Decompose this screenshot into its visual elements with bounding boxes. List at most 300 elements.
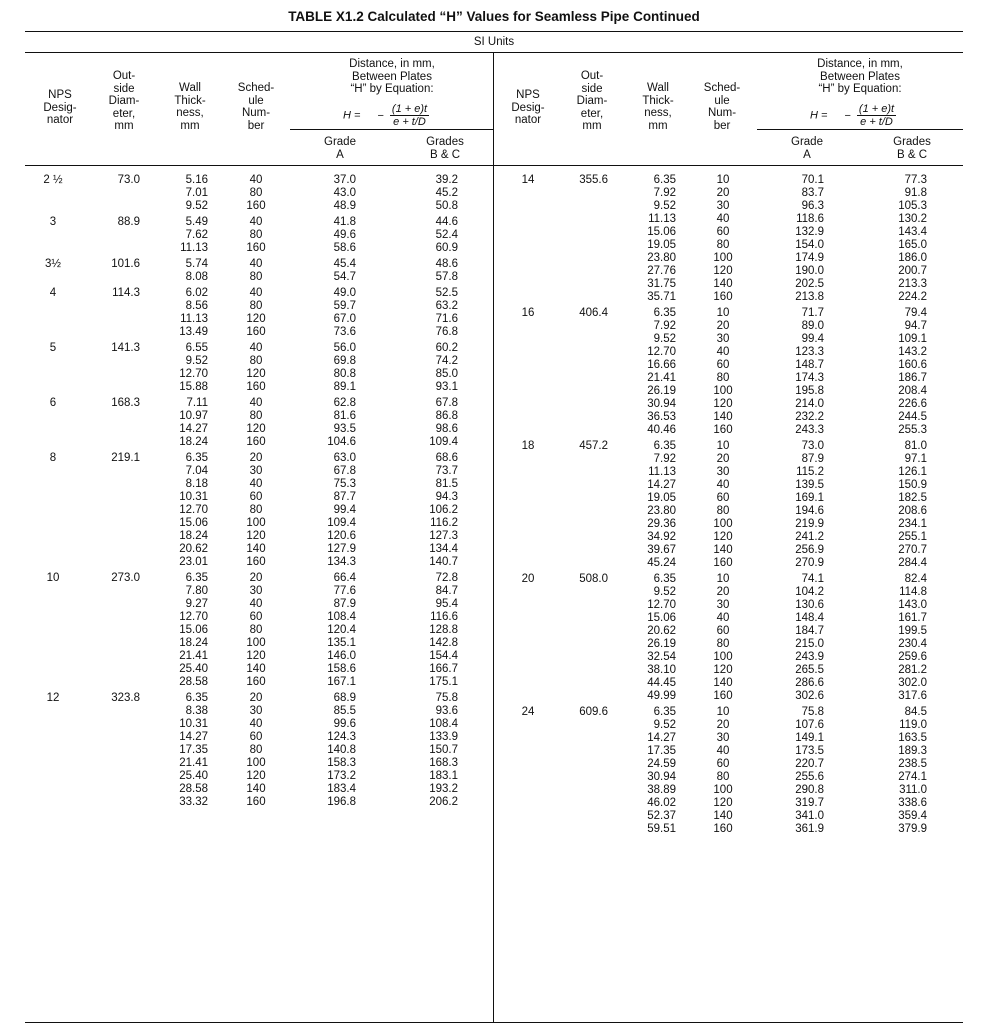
- header-schedule-line: Num-: [707, 107, 737, 120]
- wall-cell: 6.35: [185, 692, 208, 704]
- wall-cell: 20.62: [647, 625, 676, 637]
- schedule-cell: 120: [246, 423, 266, 435]
- equation-minus: −: [844, 109, 851, 122]
- wall-cell: 6.35: [653, 174, 676, 186]
- schedule-cell: 100: [246, 757, 266, 769]
- grade-a-cell: 158.3: [327, 757, 356, 769]
- schedule-cell: 140: [713, 677, 733, 689]
- bottom-rule: [25, 1022, 963, 1023]
- wall-cell: 45.24: [647, 557, 676, 569]
- schedule-cell: 160: [246, 796, 266, 808]
- header-wall-line: Wall: [647, 82, 669, 94]
- grades-bc-cell: 75.8: [435, 692, 458, 704]
- grade-a-cell: 148.7: [795, 359, 824, 371]
- schedule-cell: 30: [716, 599, 730, 611]
- table-row: [0, 664, 988, 677]
- grades-bc-cell: 105.3: [898, 200, 927, 212]
- schedule-cell: 10: [716, 706, 730, 718]
- grades-bc-cell: 165.0: [898, 239, 927, 251]
- grades-bc-cell: 116.2: [430, 517, 458, 529]
- wall-cell: 9.52: [185, 200, 208, 212]
- table-row: [0, 599, 988, 612]
- header-distance-line: Between Plates: [352, 70, 432, 83]
- grade-a-cell: 89.1: [333, 381, 356, 393]
- wall-cell: 18.24: [179, 436, 208, 448]
- header-distance: [767, 58, 953, 96]
- header-distance: [300, 58, 484, 96]
- wall-cell: 11.13: [648, 466, 676, 478]
- grades-bc-cell: 186.0: [898, 252, 927, 264]
- schedule-cell: 40: [716, 612, 730, 624]
- schedule-cell: 40: [249, 174, 263, 186]
- grade-a-cell: 77.6: [333, 585, 356, 597]
- grades-bc-cell: 81.0: [904, 440, 927, 452]
- od-cell: 219.1: [111, 452, 140, 464]
- header-rule: [25, 165, 963, 166]
- grades-bc-cell: 119.0: [899, 719, 927, 731]
- nps-cell: 8: [49, 452, 57, 464]
- schedule-cell: 140: [246, 783, 266, 795]
- grade-a-cell: 70.1: [801, 174, 824, 186]
- wall-cell: 8.08: [185, 271, 208, 283]
- grades-bc-cell: 114.8: [899, 586, 927, 598]
- wall-cell: 33.32: [179, 796, 208, 808]
- grade-a-cell: 115.2: [796, 466, 824, 478]
- grades-bc-cell: 44.6: [435, 216, 458, 228]
- schedule-cell: 160: [246, 381, 266, 393]
- grades-bc-cell: 94.3: [435, 491, 458, 503]
- table-row: [0, 505, 988, 518]
- wall-cell: 19.05: [647, 492, 676, 504]
- grade-a-cell: 99.4: [333, 504, 356, 516]
- schedule-cell: 80: [249, 744, 263, 756]
- schedule-cell: 60: [249, 611, 263, 623]
- header-grades-bc: [872, 136, 952, 161]
- grades-bc-cell: 52.4: [435, 229, 458, 241]
- grades-bc-cell: 97.1: [904, 453, 927, 465]
- wall-cell: 26.19: [647, 638, 676, 650]
- schedule-cell: 80: [249, 187, 263, 199]
- grade-a-cell: 120.4: [327, 624, 356, 636]
- wall-cell: 17.35: [179, 744, 208, 756]
- wall-cell: 35.71: [647, 291, 676, 303]
- schedule-cell: 80: [249, 624, 263, 636]
- grades-bc-cell: 230.4: [898, 638, 927, 650]
- grade-a-cell: 63.0: [333, 452, 356, 464]
- grades-bc-cell: 95.4: [435, 598, 458, 610]
- header-nps: [30, 89, 90, 127]
- table-row: [0, 745, 988, 758]
- schedule-cell: 30: [716, 732, 730, 744]
- wall-cell: 9.52: [653, 586, 676, 598]
- table-row: [0, 320, 988, 333]
- header-wall-line: mm: [648, 119, 668, 132]
- wall-cell: 6.35: [653, 706, 676, 718]
- grades-bc-cell: 168.3: [429, 757, 458, 769]
- table-row: [0, 823, 988, 836]
- grades-bc-cell: 274.1: [898, 771, 927, 783]
- grade-a-cell: 68.9: [333, 692, 356, 704]
- distance-rule-left: [290, 129, 493, 130]
- wall-cell: 7.62: [185, 229, 208, 241]
- grades-bc-cell: 52.5: [435, 287, 458, 299]
- equation-lhs: H =: [810, 109, 831, 122]
- wall-cell: 6.35: [185, 572, 208, 584]
- od-cell: 273.0: [111, 572, 140, 584]
- schedule-cell: 160: [713, 291, 733, 303]
- grades-bc-cell: 48.6: [435, 258, 458, 270]
- wall-cell: 6.35: [185, 452, 208, 464]
- od-cell: 406.4: [579, 307, 608, 319]
- grade-a-cell: 80.8: [333, 368, 356, 380]
- table-row: [0, 307, 988, 320]
- grade-a-cell: 139.5: [795, 479, 824, 491]
- grade-a-cell: 87.9: [801, 453, 824, 465]
- grades-bc-cell: 150.9: [898, 479, 927, 491]
- grades-bc-cell: 281.2: [898, 664, 927, 676]
- wall-cell: 11.13: [648, 213, 676, 225]
- header-grades-bc: [405, 136, 485, 161]
- table-subtitle: SI Units: [473, 36, 515, 48]
- header-nps-line: NPS: [48, 89, 72, 101]
- schedule-cell: 30: [716, 333, 730, 345]
- schedule-cell: 20: [249, 692, 263, 704]
- grade-a-cell: 66.4: [333, 572, 356, 584]
- schedule-cell: 30: [249, 585, 263, 597]
- schedule-cell: 120: [713, 531, 733, 543]
- grade-a-cell: 96.3: [801, 200, 824, 212]
- grades-bc-cell: 116.6: [430, 611, 458, 623]
- schedule-cell: 40: [249, 397, 263, 409]
- schedule-cell: 160: [246, 436, 266, 448]
- wall-cell: 11.13: [180, 313, 208, 325]
- table-row: [0, 291, 988, 304]
- grades-bc-cell: 238.5: [898, 758, 927, 770]
- wall-cell: 12.70: [179, 504, 208, 516]
- od-cell: 168.3: [111, 397, 140, 409]
- table-row: [0, 638, 988, 651]
- wall-cell: 44.45: [647, 677, 676, 689]
- header-grade-a: [300, 136, 380, 161]
- od-cell: 73.0: [117, 174, 140, 186]
- equation-fraction: [390, 103, 429, 128]
- schedule-cell: 20: [716, 320, 730, 332]
- schedule-cell: 140: [246, 543, 266, 555]
- grades-bc-cell: 85.0: [435, 368, 458, 380]
- grades-bc-cell: 68.6: [435, 452, 458, 464]
- grade-a-cell: 286.6: [795, 677, 824, 689]
- grade-a-cell: 215.0: [795, 638, 824, 650]
- grade-a-cell: 41.8: [333, 216, 356, 228]
- schedule-cell: 160: [246, 200, 266, 212]
- header-wall-line: ness,: [644, 107, 672, 120]
- wall-cell: 17.35: [647, 745, 676, 757]
- schedule-cell: 80: [249, 229, 263, 241]
- schedule-cell: 120: [713, 398, 733, 410]
- table-row: [0, 784, 988, 797]
- grades-bc-cell: 76.8: [435, 326, 458, 338]
- schedule-cell: 160: [713, 823, 733, 835]
- grades-bc-cell: 72.8: [435, 572, 458, 584]
- table-row: [0, 278, 988, 291]
- wall-cell: 5.74: [185, 258, 208, 270]
- schedule-cell: 160: [246, 556, 266, 568]
- header-od-line: Out-: [580, 70, 604, 82]
- grade-a-cell: 109.4: [327, 517, 356, 529]
- nps-cell: 24: [521, 706, 535, 718]
- grades-bc-cell: 93.6: [435, 705, 458, 717]
- grade-a-cell: 87.7: [333, 491, 356, 503]
- schedule-cell: 40: [716, 479, 730, 491]
- grade-a-cell: 241.2: [795, 531, 824, 543]
- table-row: [0, 651, 988, 664]
- grade-a-cell: 54.7: [333, 271, 356, 283]
- schedule-cell: 80: [249, 300, 263, 312]
- wall-cell: 9.52: [185, 355, 208, 367]
- nps-cell: 2 ½: [43, 174, 63, 186]
- grades-bc-cell: 94.7: [904, 320, 927, 332]
- schedule-cell: 30: [716, 466, 730, 478]
- grades-bc-cell: 200.7: [898, 265, 927, 277]
- grade-a-cell: 140.8: [327, 744, 356, 756]
- od-cell: 355.6: [579, 174, 608, 186]
- wall-cell: 34.92: [647, 531, 676, 543]
- schedule-cell: 120: [246, 368, 266, 380]
- grade-a-cell: 202.5: [795, 278, 824, 290]
- nps-cell: 12: [46, 692, 60, 704]
- schedule-cell: 120: [713, 664, 733, 676]
- nps-cell: 6: [49, 397, 57, 409]
- wall-cell: 15.06: [647, 612, 676, 624]
- wall-cell: 26.19: [647, 385, 676, 397]
- wall-cell: 9.52: [653, 200, 676, 212]
- schedule-cell: 120: [246, 530, 266, 542]
- wall-cell: 32.54: [647, 651, 676, 663]
- header-od-line: eter,: [112, 107, 136, 120]
- grades-bc-cell: 143.2: [898, 346, 927, 358]
- grades-bc-cell: 208.6: [898, 505, 927, 517]
- schedule-cell: 100: [246, 637, 266, 649]
- grade-a-cell: 169.1: [795, 492, 824, 504]
- table-row: [0, 719, 988, 732]
- table-row: [0, 479, 988, 492]
- schedule-cell: 20: [716, 586, 730, 598]
- grade-a-cell: 99.4: [801, 333, 824, 345]
- table-row: [0, 810, 988, 823]
- wall-cell: 49.99: [647, 690, 676, 702]
- wall-cell: 7.04: [185, 465, 208, 477]
- wall-cell: 21.41: [179, 757, 208, 769]
- grade-a-cell: 104.6: [327, 436, 356, 448]
- schedule-cell: 40: [249, 258, 263, 270]
- table-row: [0, 187, 988, 200]
- table-row: [0, 174, 988, 187]
- header-schedule-line: Sched-: [237, 82, 275, 94]
- od-cell: 141.3: [111, 342, 140, 354]
- schedule-cell: 100: [713, 651, 733, 663]
- grade-a-cell: 184.7: [795, 625, 824, 637]
- schedule-cell: 20: [716, 719, 730, 731]
- equation-numerator: (1 + e)t: [858, 103, 895, 115]
- grades-bc-cell: 166.7: [429, 663, 458, 675]
- grades-bc-cell: 143.0: [898, 599, 927, 611]
- table-row: [0, 625, 988, 638]
- schedule-cell: 40: [249, 342, 263, 354]
- wall-cell: 7.92: [653, 453, 676, 465]
- grades-bc-cell: 142.8: [429, 637, 458, 649]
- grade-a-cell: 45.4: [333, 258, 356, 270]
- table-row: [0, 385, 988, 398]
- grade-a-cell: 120.6: [327, 530, 356, 542]
- grade-a-cell: 302.6: [795, 690, 824, 702]
- schedule-cell: 10: [716, 440, 730, 452]
- header-grade-a-line: Grade: [791, 136, 823, 148]
- table-row: [0, 771, 988, 784]
- schedule-cell: 160: [246, 326, 266, 338]
- schedule-cell: 40: [716, 346, 730, 358]
- wall-cell: 7.01: [185, 187, 208, 199]
- grades-bc-cell: 109.1: [898, 333, 927, 345]
- header-schedule-line: Num-: [241, 107, 271, 120]
- wall-cell: 27.76: [647, 265, 676, 277]
- schedule-cell: 120: [713, 265, 733, 277]
- grade-a-cell: 93.5: [333, 423, 356, 435]
- wall-cell: 31.75: [647, 278, 676, 290]
- grades-bc-cell: 302.0: [898, 677, 927, 689]
- wall-cell: 10.31: [179, 718, 208, 730]
- header-od-line: mm: [114, 120, 134, 133]
- schedule-cell: 40: [249, 478, 263, 490]
- wall-cell: 6.35: [653, 573, 676, 585]
- grade-a-cell: 190.0: [795, 265, 824, 277]
- grade-a-cell: 149.1: [795, 732, 824, 744]
- wall-cell: 23.80: [647, 505, 676, 517]
- table-row: [0, 226, 988, 239]
- grades-bc-cell: 93.1: [435, 381, 458, 393]
- grades-bc-cell: 226.6: [898, 398, 927, 410]
- schedule-cell: 10: [716, 174, 730, 186]
- table-row: [0, 424, 988, 437]
- schedule-cell: 40: [249, 216, 263, 228]
- schedule-cell: 100: [246, 517, 266, 529]
- wall-cell: 5.16: [185, 174, 208, 186]
- wall-cell: 18.24: [179, 530, 208, 542]
- table-row: [0, 573, 988, 586]
- wall-cell: 38.10: [647, 664, 676, 676]
- schedule-cell: 30: [249, 465, 263, 477]
- wall-cell: 15.06: [179, 624, 208, 636]
- schedule-cell: 120: [246, 650, 266, 662]
- schedule-cell: 140: [713, 544, 733, 556]
- grades-bc-cell: 108.4: [429, 718, 458, 730]
- wall-cell: 9.52: [653, 333, 676, 345]
- nps-cell: 3½: [45, 258, 61, 270]
- wall-cell: 52.37: [647, 810, 676, 822]
- schedule-cell: 140: [246, 663, 266, 675]
- header-od-line: Diam-: [576, 95, 608, 108]
- grade-a-cell: 118.6: [796, 213, 824, 225]
- table-row: [0, 492, 988, 505]
- wall-cell: 21.41: [179, 650, 208, 662]
- schedule-cell: 100: [713, 385, 733, 397]
- wall-cell: 7.92: [653, 187, 676, 199]
- wall-cell: 9.27: [185, 598, 208, 610]
- od-cell: 88.9: [117, 216, 140, 228]
- wall-cell: 15.88: [179, 381, 208, 393]
- header-wall-line: Thick-: [642, 94, 674, 107]
- wall-cell: 8.18: [185, 478, 208, 490]
- schedule-cell: 40: [249, 718, 263, 730]
- table-row: [0, 359, 988, 372]
- grade-a-cell: 67.8: [333, 465, 356, 477]
- grades-bc-cell: 359.4: [898, 810, 927, 822]
- grade-a-cell: 56.0: [333, 342, 356, 354]
- grade-a-cell: 146.0: [327, 650, 356, 662]
- header-schedule-line: ber: [713, 119, 731, 132]
- schedule-cell: 140: [713, 278, 733, 290]
- wall-cell: 23.80: [647, 252, 676, 264]
- header-wall-line: Thick-: [174, 94, 206, 107]
- wall-cell: 40.46: [647, 424, 676, 436]
- distance-rule-right: [757, 129, 963, 130]
- nps-cell: 16: [521, 307, 535, 319]
- header-nps-line: nator: [46, 114, 74, 127]
- table-row: [0, 239, 988, 252]
- header-distance-line: “H” by Equation:: [818, 83, 902, 96]
- schedule-cell: 80: [716, 505, 730, 517]
- grades-bc-cell: 86.8: [435, 410, 458, 422]
- header-wall-line: ness,: [176, 107, 204, 120]
- grade-a-cell: 219.9: [795, 518, 824, 530]
- header-grades-bc-line: Grades: [893, 136, 931, 148]
- table-row: [0, 544, 988, 557]
- wall-cell: 7.11: [186, 397, 208, 409]
- schedule-cell: 60: [716, 625, 730, 637]
- schedule-cell: 60: [716, 758, 730, 770]
- wall-cell: 46.02: [647, 797, 676, 809]
- schedule-cell: 120: [246, 313, 266, 325]
- grades-bc-cell: 150.7: [429, 744, 458, 756]
- header-distance-line: Distance, in mm,: [817, 58, 903, 70]
- table-row: [0, 411, 988, 424]
- grade-a-cell: 71.7: [801, 307, 824, 319]
- grade-a-cell: 158.6: [327, 663, 356, 675]
- grade-a-cell: 214.0: [795, 398, 824, 410]
- wall-cell: 12.70: [179, 368, 208, 380]
- table-row: [0, 557, 988, 570]
- header-schedule-line: ber: [247, 119, 265, 132]
- schedule-cell: 100: [713, 784, 733, 796]
- grades-bc-cell: 128.8: [429, 624, 458, 636]
- grade-a-cell: 265.5: [795, 664, 824, 676]
- grade-a-cell: 319.7: [795, 797, 824, 809]
- header-distance-line: Between Plates: [820, 70, 900, 83]
- header-schedule-line: ule: [248, 94, 264, 107]
- grades-bc-cell: 183.1: [429, 770, 458, 782]
- wall-cell: 12.70: [647, 599, 676, 611]
- schedule-cell: 40: [716, 213, 730, 225]
- wall-cell: 11.13: [180, 242, 208, 254]
- header-wall-line: Wall: [179, 82, 201, 94]
- table-row: [0, 265, 988, 278]
- schedule-cell: 160: [246, 242, 266, 254]
- grades-bc-cell: 244.5: [898, 411, 927, 423]
- header-nps-line: Desig-: [43, 101, 77, 114]
- grade-a-cell: 173.2: [327, 770, 356, 782]
- grades-bc-cell: 98.6: [435, 423, 458, 435]
- wall-cell: 14.27: [179, 423, 208, 435]
- grades-bc-cell: 140.7: [429, 556, 458, 568]
